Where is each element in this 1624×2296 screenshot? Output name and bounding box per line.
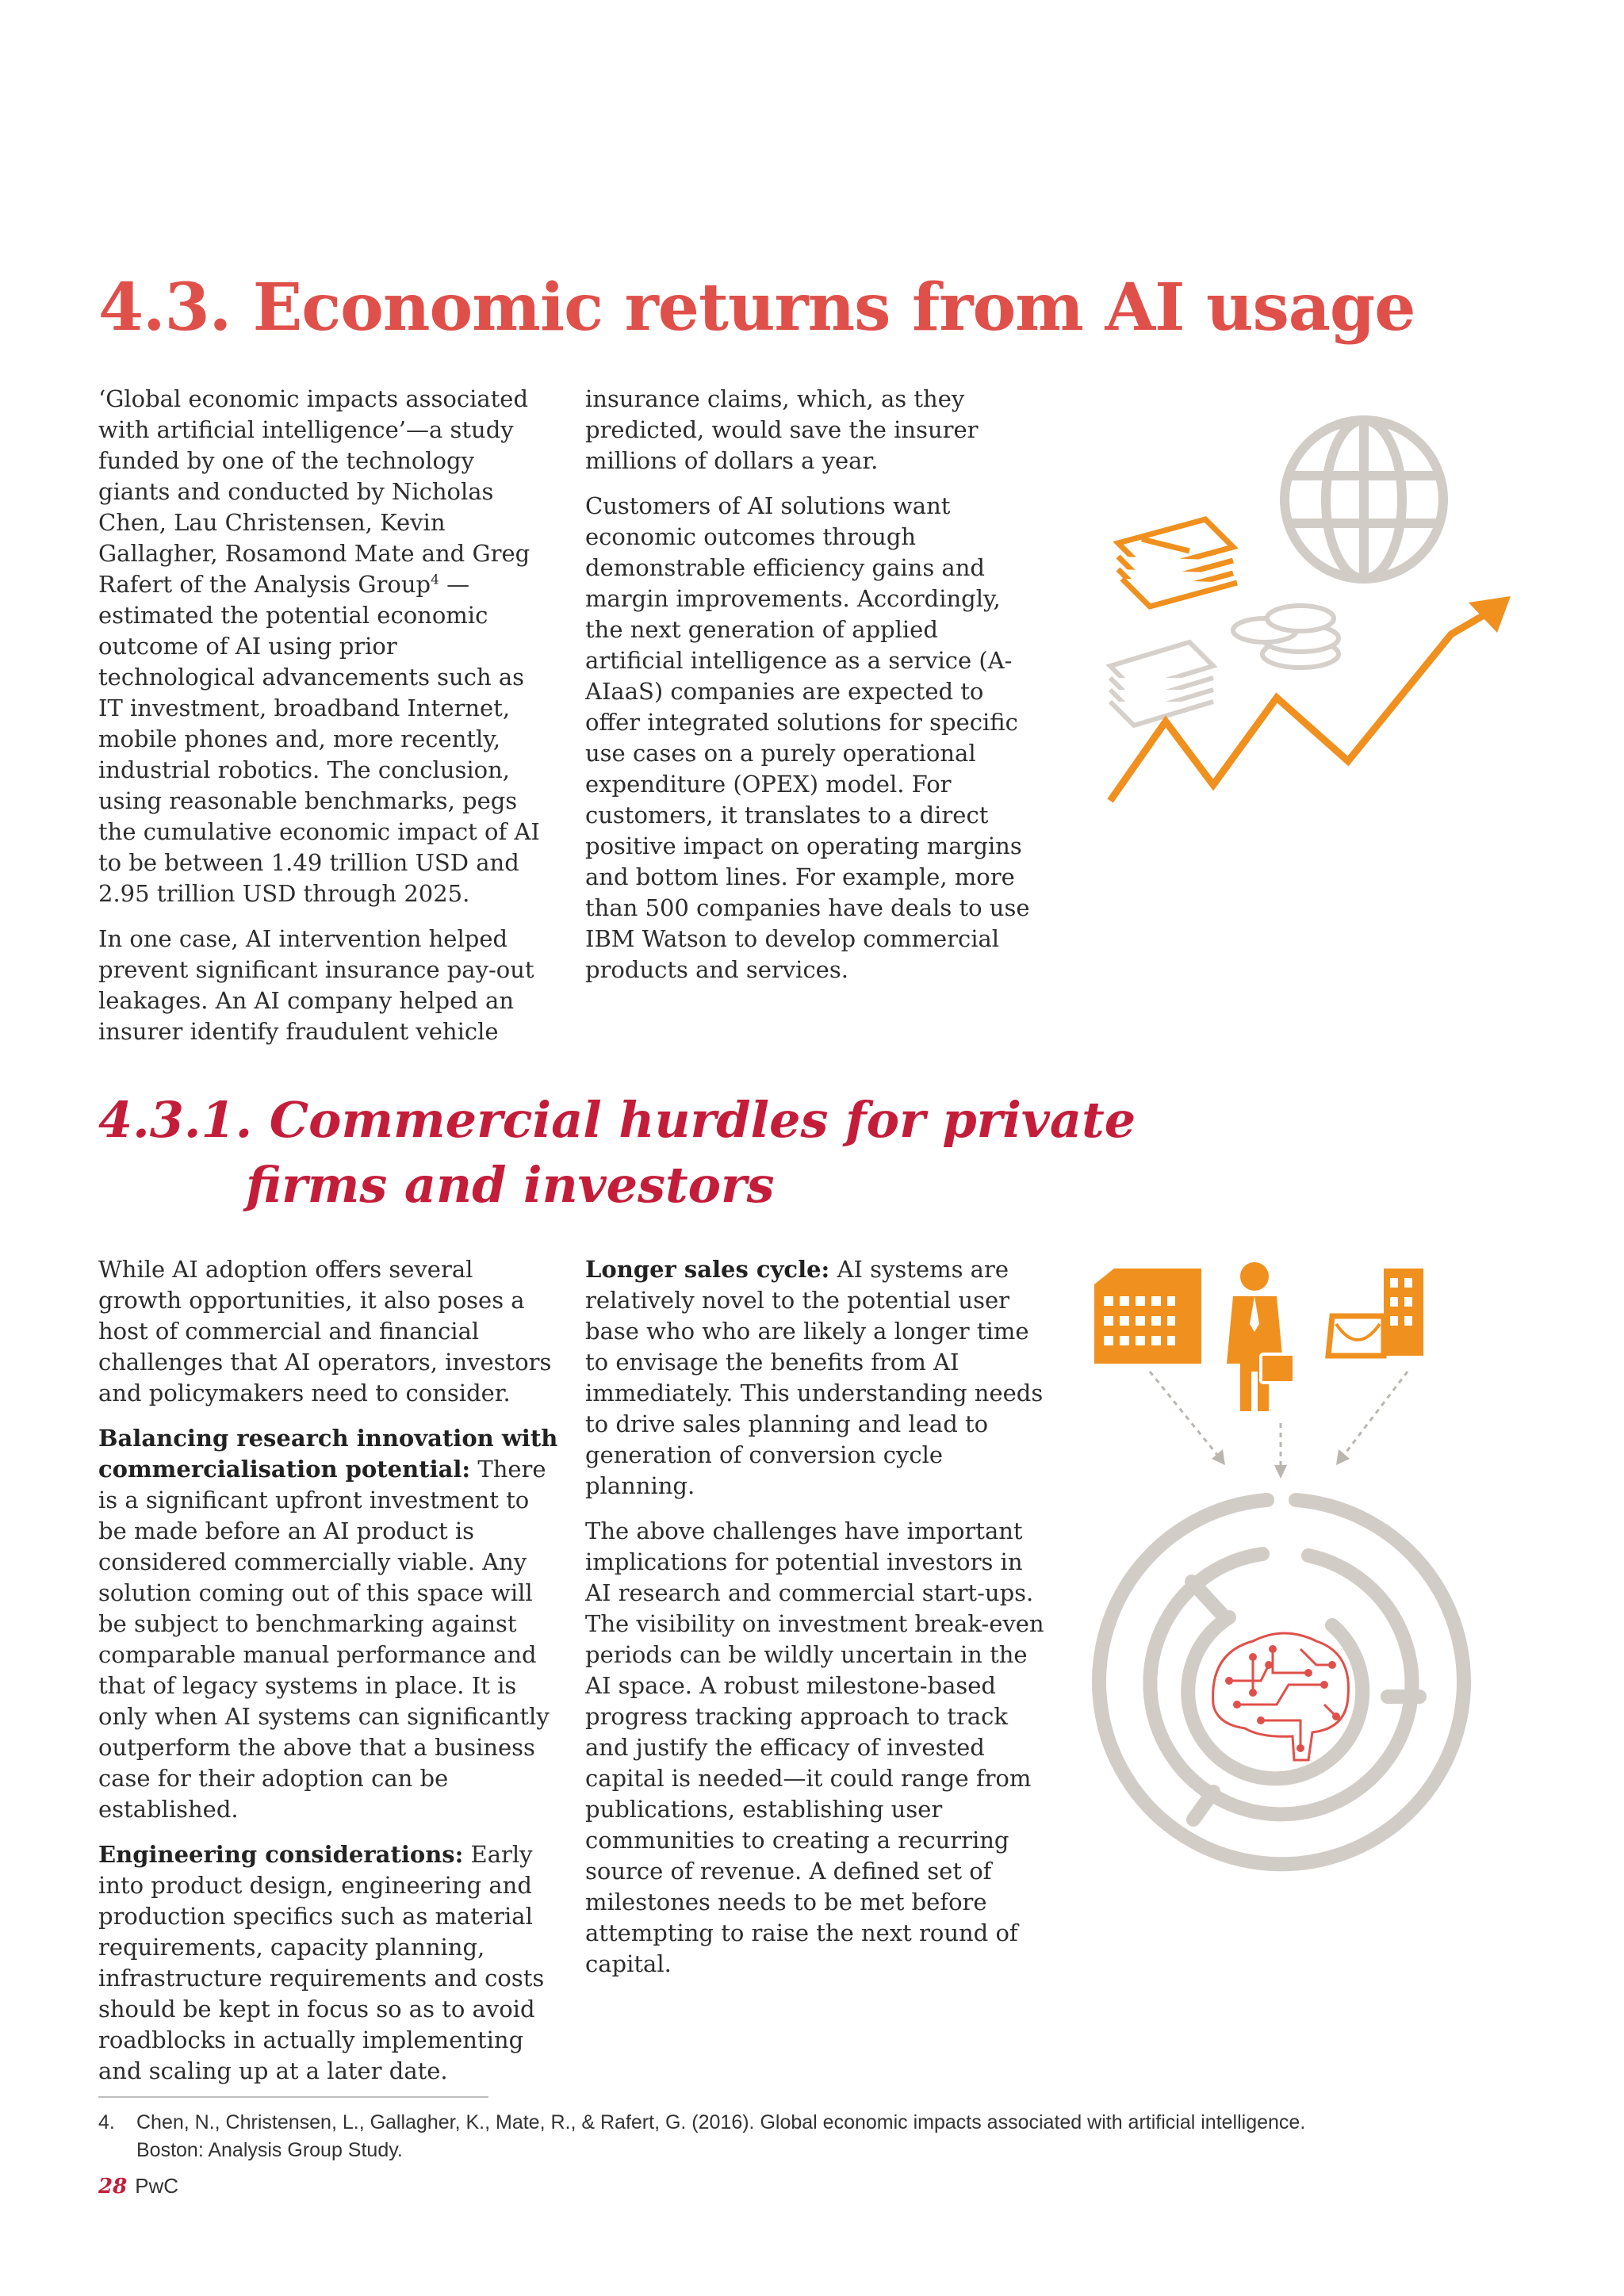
maze-icon bbox=[1099, 1500, 1464, 1864]
footnote-divider bbox=[98, 2096, 488, 2098]
paragraph: Balancing research innovation with commercialisation potential: There is a significant upfront investment to be made before an AI product is considered commercially viable. Any solution coming out of this space will be subject to benchmarking against comparable manual performance and that of legacy systems in place. It is only when AI systems can significantly outperform the above that a business case for their adoption can be established. bbox=[98, 1425, 558, 1823]
dotted-arrows bbox=[1150, 1372, 1408, 1468]
economic-growth-illustration bbox=[1086, 412, 1515, 809]
footnote-number: 4. bbox=[98, 2111, 115, 2133]
paragraph: Longer sales cycle: AI systems are relatively novel to the potential user base who who are likely a longer time to envisage the benefits from AI immediately. This understanding needs to drive sales planning and lead to generation of conversion cycle planning. bbox=[585, 1256, 1044, 1499]
page-footer bbox=[98, 2174, 178, 2198]
paragraph-lead: Balancing research innovation with commercialisation potential: bbox=[98, 1425, 558, 1483]
money-stack-icon bbox=[1110, 642, 1213, 725]
paragraph: insurance claims, which, as they predicted, would save the insurer millions of dollars a year. bbox=[585, 385, 979, 474]
brain-circuit-icon bbox=[1213, 1633, 1349, 1760]
section-title: 4.3. Economic returns from AI usage bbox=[98, 270, 1415, 346]
paragraph: In one case, AI intervention helped prevent significant insurance pay-out leakages. An AI company helped an insurer identify fraudulent vehicle bbox=[98, 925, 534, 1045]
subsection-title bbox=[98, 1088, 1136, 1218]
coins-icon bbox=[1233, 606, 1339, 668]
paragraph: ‘Global economic impacts associated with artificial intelligence’—a study funded by one of the technology giants and conducted by Nicholas Chen, Lau Christensen, Kevin Gallagher, Rosamond Mate and Greg Rafert of the Analysis Group$^4$ —estimated the potential economic outcome of AI using prior technological advancements such as IT investment, broadband Internet, mobile phones and, more recently, industrial robotics. The conclusion, using reasonable benchmarks, pegs the cumulative economic impact of AI to be between 1.49 trillion USD and 2.95 trillion USD through 2025. bbox=[98, 385, 540, 907]
footnote-ref[interactable]: 4 bbox=[431, 572, 439, 588]
paragraph: The above challenges have important implications for potential investors in AI research and commercial start-ups. The visibility on investment break-even periods can be wildly uncertain in the AI space. A robust milestone-based progress tracking approach to track and justify the efficacy of invested capital is needed—it could range from publications, establishing user communities to creating a recurring source of revenue. A defined set of milestones needs to be met before attempting to raise the next round of capital. bbox=[585, 1517, 1044, 1977]
businessman-icon bbox=[1227, 1262, 1294, 1411]
subsection-column-2 bbox=[585, 1254, 1045, 1994]
section-column-1 bbox=[98, 384, 550, 1062]
paragraph: Engineering considerations: Early into product design, engineering and production specifics such as material requirements, capacity planning, infrastructure requirements and costs should be kept in focus so as to avoid roadblocks in actually implementing and scaling up at a later date. bbox=[98, 1841, 545, 2084]
investors-maze-illustration bbox=[1071, 1253, 1515, 1903]
paragraph: Customers of AI solutions want economic outcomes through demonstrable efficiency gains and margin improvements. Accordingly, the next generation of applied artificial intelligence as a service (A-AIaaS) companies are expected to offer integrated solutions for specific use cases on a purely operational expenditure (OPEX) model. For customers, it translates to a direct positive impact on operating margins and bottom lines. For example, more than 500 companies have deals to use IBM Watson to develop commercial products and services. bbox=[585, 492, 1030, 983]
paragraph-lead: Longer sales cycle: bbox=[585, 1256, 830, 1283]
subsection-title-line-2: firms and investors bbox=[246, 1156, 775, 1214]
paragraph: While AI adoption offers several growth opportunities, it also poses a host of commercial and financial challenges that AI operators, investors and policymakers need to consider. bbox=[98, 1256, 552, 1406]
footnote bbox=[98, 2109, 1367, 2164]
page-number: 28 bbox=[98, 2175, 128, 2198]
money-stack-icon bbox=[1118, 519, 1237, 607]
factory-building-icon bbox=[1094, 1269, 1201, 1364]
subsection-column-1 bbox=[98, 1254, 558, 2101]
footnote-text: Chen, N., Christensen, L., Gallagher, K., Mate, R., & Rafert, G. (2016). Global economic impacts associated with artificial intelligence. Boston: Analysis Group Study. bbox=[136, 2111, 1306, 2161]
subsection-title-line-1: 4.3.1. Commercial hurdles for private bbox=[98, 1091, 1136, 1149]
factory-building-icon bbox=[1328, 1269, 1423, 1356]
section-column-2 bbox=[585, 384, 1037, 1000]
paragraph-lead: Engineering considerations: bbox=[98, 1841, 464, 1868]
brand-name: PwC bbox=[135, 2174, 179, 2198]
globe-icon bbox=[1285, 420, 1443, 579]
